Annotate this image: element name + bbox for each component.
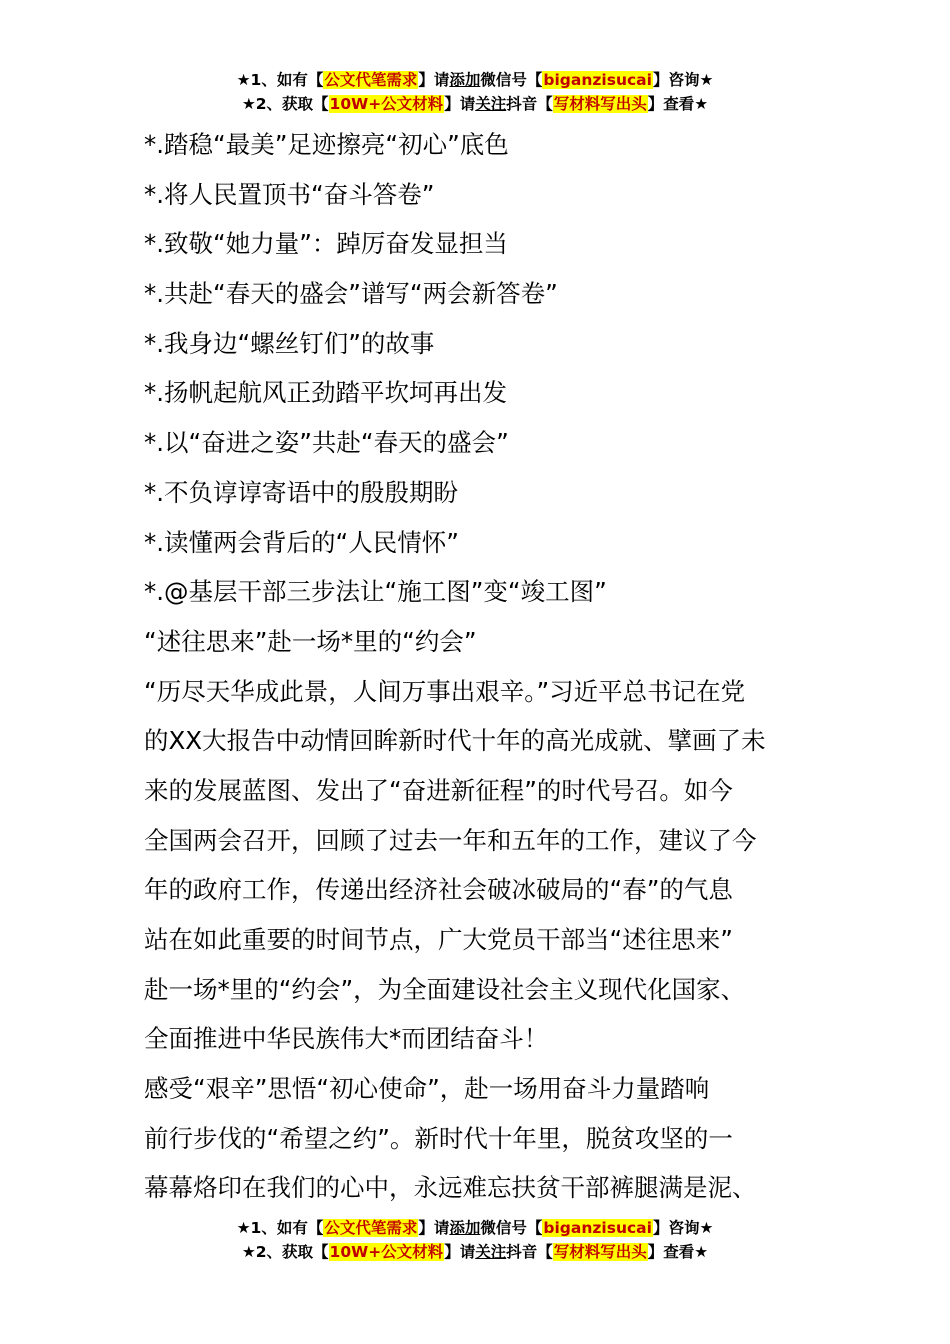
paragraph-2: [144, 1064, 814, 1213]
banner-underlined: 关注: [475, 95, 507, 113]
title-item: *.踏稳“最美”足迹擦亮“初心”底色: [144, 130, 509, 159]
banner-text: 】查看★: [647, 1243, 709, 1261]
footer-banner: [0, 1216, 950, 1264]
banner-text: ★1、如有【: [236, 71, 324, 89]
article-title: “述往思来”赴一场*里的“约会”: [144, 626, 477, 656]
banner-text: 微信号【: [480, 71, 543, 89]
paragraph-line: 年的政府工作，传递出经济社会破冰破局的“春”的气息: [144, 875, 733, 905]
banner-underlined: 添加: [449, 71, 481, 89]
paragraph-line: 前行步伐的“希望之约”。新时代十年里，脱贫攻坚的一: [144, 1123, 733, 1153]
banner-line-1: [0, 1216, 950, 1240]
document-body: [144, 120, 814, 1213]
banner-text: 】请: [418, 71, 450, 89]
banner-highlight: 10W+公文材料: [329, 95, 444, 113]
wechat-id-highlight: biganzisucai: [543, 71, 652, 89]
title-item: *.共赴“春天的盛会”谱写“两会新答卷”: [144, 279, 558, 309]
paragraph-line: 赴一场*里的“约会”，为全面建设社会主义现代化国家、: [144, 974, 746, 1004]
douyin-id-highlight: 写材料写出头: [553, 95, 647, 113]
title-item: *.扬帆起航风正劲踏平坎坷再出发: [144, 378, 508, 408]
banner-line-2: [0, 92, 950, 116]
banner-underlined: 关注: [475, 1243, 507, 1261]
banner-text: 】咨询★: [652, 71, 714, 89]
paragraph-line: 感受“艰辛”思悟“初心使命”，赴一场用奋斗力量踏响: [144, 1074, 710, 1104]
paragraph-line: 全面推进中华民族伟大*而团结奋斗！: [144, 1024, 549, 1054]
paragraph-line: 的XX大报告中动情回眸新时代十年的高光成就、擘画了未: [144, 726, 766, 756]
title-list: [144, 120, 814, 667]
title-item: *.我身边“螺丝钉们”的故事: [144, 328, 435, 358]
banner-text: 】请: [418, 1219, 450, 1237]
title-item: *.将人民置顶书“奋斗答卷”: [144, 179, 435, 209]
paragraph-line: 全国两会召开，回顾了过去一年和五年的工作，建议了今: [144, 825, 757, 855]
banner-text: 】查看★: [647, 95, 709, 113]
banner-text: 微信号【: [480, 1219, 543, 1237]
banner-text: 】请: [444, 1243, 476, 1261]
banner-text: ★1、如有【: [236, 1219, 324, 1237]
title-item: *.以“奋进之姿”共赴“春天的盛会”: [144, 428, 509, 458]
title-item: *.读懂两会背后的“人民情怀”: [144, 527, 459, 557]
banner-text: 抖音【: [506, 1243, 553, 1261]
title-item: *.致敬“她力量”：踔厉奋发显担当: [144, 229, 508, 259]
banner-line-1: [0, 68, 950, 92]
banner-text: 抖音【: [506, 95, 553, 113]
wechat-id-highlight: biganzisucai: [543, 1219, 652, 1237]
paragraph-line: 幕幕烙印在我们的心中，永远难忘扶贫干部裤腿满是泥、: [144, 1173, 757, 1203]
banner-highlight: 公文代笔需求: [324, 1219, 418, 1237]
banner-text: ★2、获取【: [241, 1243, 329, 1261]
banner-underlined: 添加: [449, 1219, 481, 1237]
title-item: *.@基层干部三步法让“施工图”变“竣工图”: [144, 577, 607, 607]
douyin-id-highlight: 写材料写出头: [553, 1243, 647, 1261]
banner-highlight: 10W+公文材料: [329, 1243, 444, 1261]
banner-text: 】咨询★: [652, 1219, 714, 1237]
title-item: *.不负谆谆寄语中的殷殷期盼: [144, 477, 459, 507]
banner-text: 】请: [444, 95, 476, 113]
paragraph-line: “历尽天华成此景，人间万事出艰辛。”习近平总书记在党: [144, 676, 746, 706]
paragraph-line: 来的发展蓝图、发出了“奋进新征程”的时代号召。如今: [144, 775, 733, 805]
banner-text: ★2、获取【: [241, 95, 329, 113]
paragraph-1: [144, 667, 814, 1065]
header-banner: [0, 68, 950, 116]
banner-highlight: 公文代笔需求: [324, 71, 418, 89]
banner-line-2: [0, 1240, 950, 1264]
paragraph-line: 站在如此重要的时间节点，广大党员干部当“述往思来”: [144, 925, 733, 954]
